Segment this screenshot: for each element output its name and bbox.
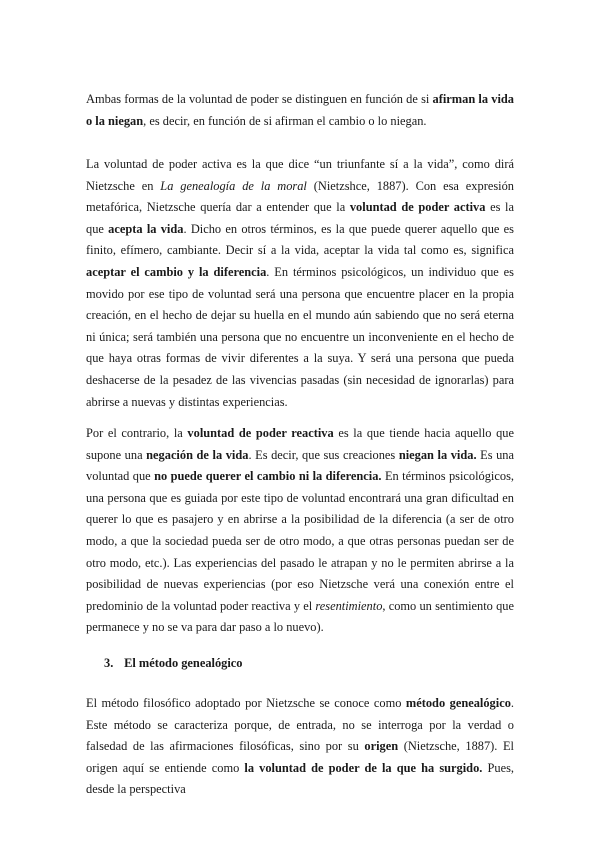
bold-text: afirman la vida o la niegan — [86, 92, 514, 128]
text-run: , como un sentimiento que permanece y no se va para dar paso a lo nuevo). — [86, 598, 514, 635]
section-heading — [104, 654, 243, 672]
text-run: (Nietzsche, 1887). El origen aquí se entiende como — [86, 739, 514, 775]
text-run: Por el contrario, la — [86, 426, 188, 440]
italic-title: La genealogía de la moral — [160, 178, 307, 193]
text-run: Es una voluntad que — [86, 447, 514, 484]
text-run: El método filosófico adoptado por Nietzsche se conoce como — [86, 696, 406, 710]
text-run: . Es decir, que sus creaciones — [248, 447, 399, 462]
section-number: 3. — [104, 656, 114, 670]
bold-text: acepta la vida — [108, 221, 184, 236]
bold-text: no puede querer el cambio ni la diferencia. — [154, 469, 382, 484]
text-run: . En términos psicológicos, un individuo que es movido por ese tipo de voluntad será una persona que encuentre placer en la propia creación, en el hecho de dejar su huella en el mundo aún sabiendo que no será eterna ni única; será también una persona que no encuentre un inconveniente en el hecho de que haya otras formas de vivir diferentes a la suya. Y será una persona que pueda deshacerse de la pesadez de las vivencias pasadas (sin necesidad de ignorarlas) para abrirse a nuevas y distintas experiencias. — [86, 264, 514, 409]
text-run: La voluntad de poder activa es la que dice “un triunfante sí a la vida”, como dirá Nietzsche en — [86, 157, 514, 193]
paragraph-genealogical-method — [86, 693, 514, 801]
bold-text: método genealógico — [405, 696, 511, 710]
text-run: . Dicho en otros términos, es la que puede querer aquello que es finito, efímero, cambiante. Decir sí a la vida, aceptar la vida tal como es, significa — [86, 221, 514, 258]
bold-text: voluntad de poder activa — [349, 200, 486, 215]
paragraph-reactive-will — [86, 423, 514, 639]
paragraph-active-will — [86, 154, 514, 413]
bold-text: negación de la vida — [146, 447, 249, 462]
text-run: Pues, desde la perspectiva — [86, 760, 514, 797]
bold-text: voluntad de poder reactiva — [187, 426, 334, 440]
bold-text: aceptar el cambio y la diferencia — [86, 264, 267, 279]
bold-text: origen — [364, 739, 399, 754]
bold-text: la voluntad de poder de la que ha surgido. — [244, 760, 483, 775]
section-title: El método genealógico — [124, 656, 243, 670]
text-run: , es decir, en función de si afirman el cambio o lo niegan. — [143, 113, 427, 128]
text-run: es la que — [86, 200, 514, 236]
text-run: (Nietzshce, 1887). Con esa expresión metafórica, Nietzsche quería dar a entender que la — [86, 178, 514, 215]
text-run: En términos psicológicos, una persona que es guiada por este tipo de voluntad encontrará una gran dificultad en querer lo que es pasajero y en abrirse a la posibilidad de la diferencia (a ser de otro modo, a que la sociedad pueda ser de otro modo, a que otras personas puedan ser de otro modo, etc.). Las experiencias del pasado le atrapan y no le permiten abrirse a la posibilidad de nuevas experiencias (por eso Nietzsche verá una conexión entre el predominio de la voluntad poder reactiva y el — [86, 469, 514, 613]
bold-text: niegan la vida. — [398, 447, 477, 462]
text-run: . Este método se caracteriza porque, de entrada, no se interroga por la verdad o falsedad de las afirmaciones filosóficas, sino por su — [86, 696, 514, 754]
paragraph-forms-of-will — [86, 89, 514, 132]
text-run: es la que tiende hacia aquello que supone una — [86, 426, 514, 462]
text-run: Ambas formas de la voluntad de poder se distinguen en función de si — [86, 92, 433, 106]
italic-text: resentimiento — [315, 598, 383, 613]
